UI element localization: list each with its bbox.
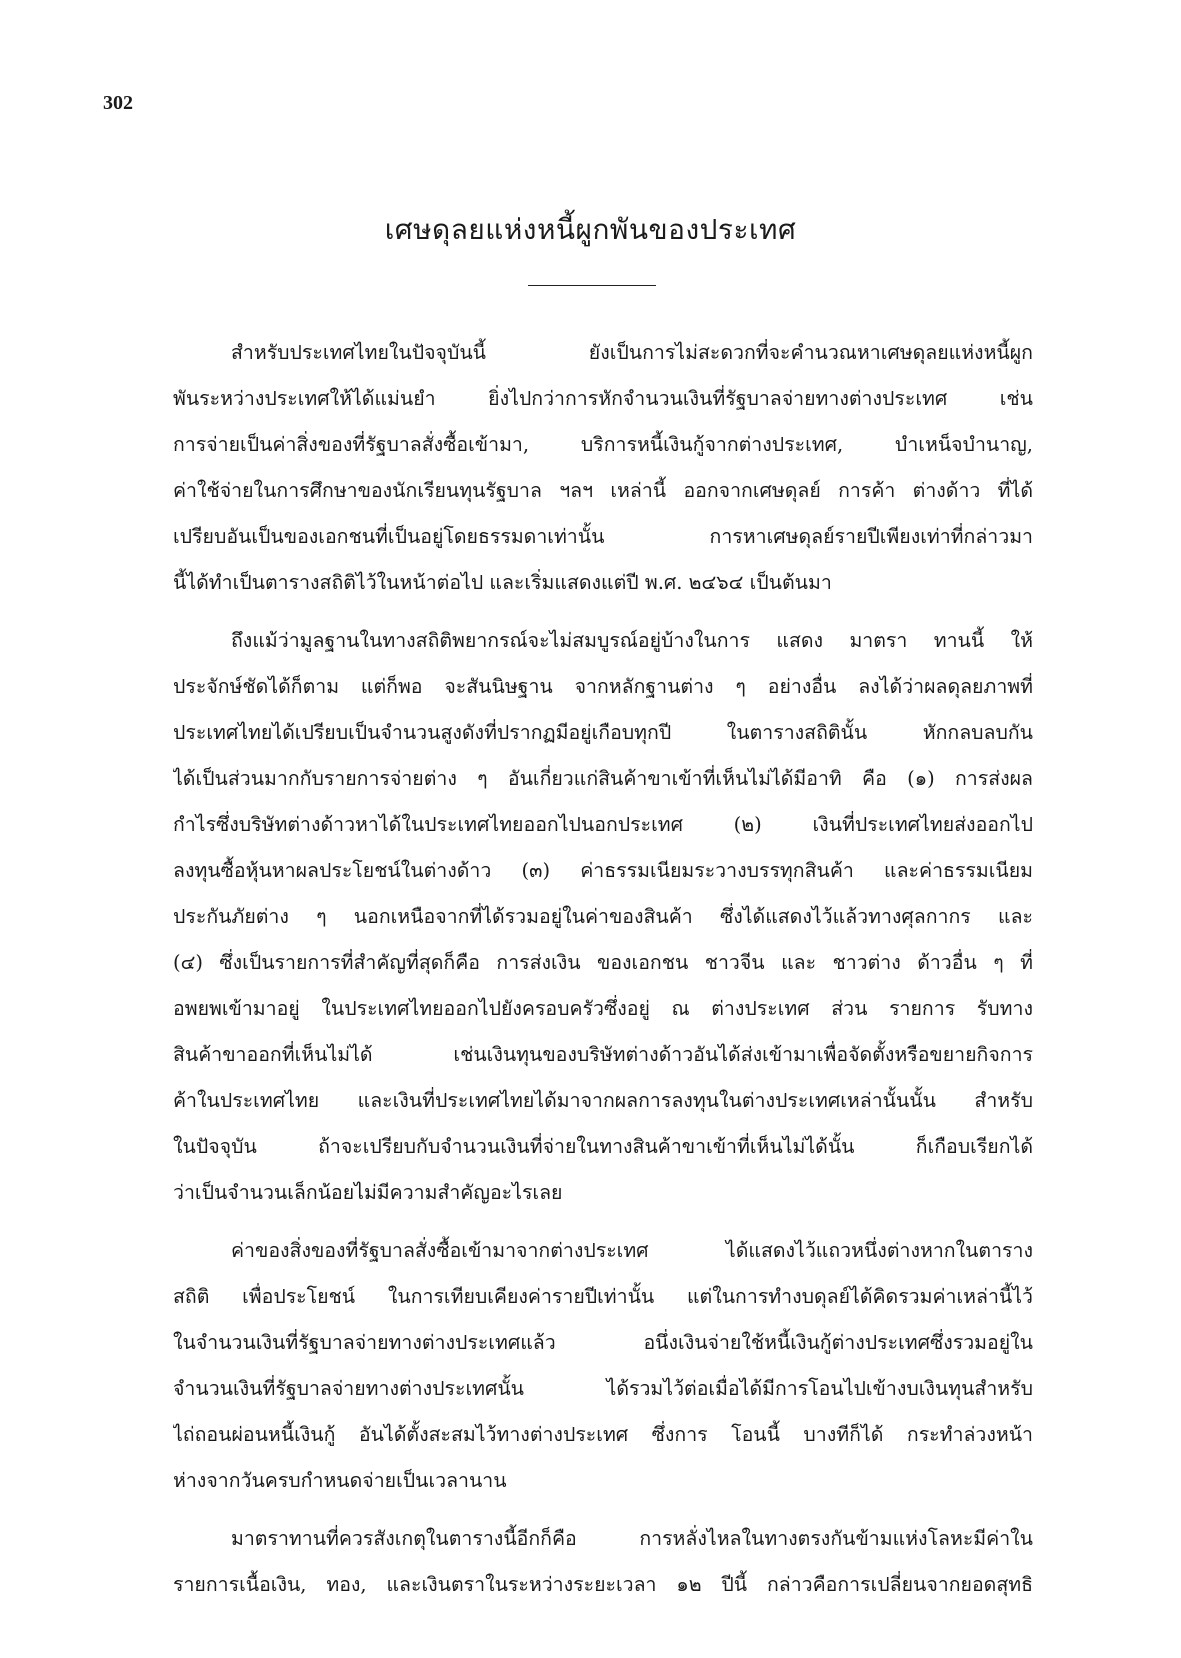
- text-line: มาตราทานที่ควรสังเกตุในตารางนี้อีกก็คือ การหลั่งไหลในทางตรงกันข้ามแห่งโลหะมีค่าใน: [231, 1527, 1033, 1550]
- text-line: ประเทศไทยได้เปรียบเป็นจำนวนสูงดังที่ปรากฏมีอยู่เกือบทุกปี ในตารางสถิตินั้น หักกลบลบกัน: [173, 721, 1033, 744]
- page-title: เศษดุลยแห่งหนี้ผูกพันของประเทศ: [384, 213, 797, 246]
- text-line: พันระหว่างประเทศให้ได้แม่นยำ ยิ่งไปกว่าการหักจำนวนเงินที่รัฐบาลจ่ายทางต่างประเทศ เช่น: [173, 387, 1033, 410]
- text-line: อพยพเข้ามาอยู่ ในประเทศไทยออกไปยังครอบครัวซึ่งอยู่ ณ ต่างประเทศ ส่วน รายการ รับทาง: [173, 997, 1033, 1020]
- text-line: ไถ่ถอนผ่อนหนี้เงินกู้ อันได้ตั้งสะสมไว้ทางต่างประเทศ ซึ่งการ โอนนี้ บางทีก็ได้ กระทำล่วงหน้า: [173, 1423, 1033, 1446]
- text-line: จำนวนเงินที่รัฐบาลจ่ายทางต่างประเทศนั้น ได้รวมไว้ต่อเมื่อได้มีการโอนไปเข้างบเงินทุนสำหรับ: [173, 1377, 1033, 1400]
- text-line: ว่าเป็นจำนวนเล็กน้อยไม่มีความสำคัญอะไรเลย: [173, 1181, 563, 1204]
- text-line: ค่าใช้จ่ายในการศึกษาของนักเรียนทุนรัฐบาล ฯลฯ เหล่านี้ ออกจากเศษดุลย์ การค้า ต่างด้าว ที่ได้: [173, 479, 1033, 502]
- text-line: ค่าของสิ่งของที่รัฐบาลสั่งซื้อเข้ามาจากต่างประเทศ ได้แสดงไว้แถวหนึ่งต่างหากในตาราง: [231, 1239, 1033, 1262]
- text-line: ประจักษ์ชัดได้ก็ตาม แต่ก็พอ จะสันนิษฐาน จากหลักฐานต่าง ๆ อย่างอื่น ลงได้ว่าผลดุลยภาพที่: [173, 675, 1033, 698]
- text-line: สถิติ เพื่อประโยชน์ ในการเทียบเคียงค่ารายปีเท่านั้น แต่ในการทำงบดุลย์ได้คิดรวมค่าเหล่านี้ไว้: [173, 1285, 1033, 1308]
- text-line: รายการเนื้อเงิน, ทอง, และเงินตราในระหว่างระยะเวลา ๑๒ ปีนี้ กล่าวคือการเปลี่ยนจากยอดสุทธิ: [173, 1573, 1033, 1596]
- text-line: (๔) ซึ่งเป็นรายการที่สำคัญที่สุดก็คือ การส่งเงิน ของเอกชน ชาวจีน และ ชาวต่าง ด้าวอื่น ๆ ที่: [173, 951, 1033, 974]
- text-line: ห่างจากวันครบกำหนดจ่ายเป็นเวลานาน: [173, 1469, 507, 1492]
- text-line: ในจำนวนเงินที่รัฐบาลจ่ายทางต่างประเทศแล้ว อนึ่งเงินจ่ายใช้หนี้เงินกู้ต่างประเทศซึ่งรวมอยู่ใน: [173, 1331, 1033, 1354]
- page-number: 302: [103, 92, 133, 114]
- text-line: ได้เป็นส่วนมากกับรายการจ่ายต่าง ๆ อันเกี่ยวแก่สินค้าขาเข้าที่เห็นไม่ได้มีอาทิ คือ (๑) การส่งผล: [173, 767, 1033, 790]
- paragraph-1: [173, 330, 1033, 606]
- text-line: กำไรซึ่งบริษัทต่างด้าวหาได้ในประเทศไทยออกไปนอกประเทศ (๒) เงินที่ประเทศไทยส่งออกไป: [173, 813, 1033, 836]
- title-underline-divider: [528, 285, 656, 286]
- text-line: ลงทุนซื้อหุ้นหาผลประโยชน์ในต่างด้าว (๓) ค่าธรรมเนียมระวางบรรทุกสินค้า และค่าธรรมเนียม: [173, 859, 1033, 882]
- paragraph-2: [173, 618, 1033, 1216]
- paragraph-3: [173, 1228, 1033, 1504]
- text-line: สินค้าขาออกที่เห็นไม่ได้ เช่นเงินทุนของบริษัทต่างด้าวอันได้ส่งเข้ามาเพื่อจัดตั้งหรือขยายกิจการ: [173, 1043, 1033, 1066]
- text-line: เปรียบอันเป็นของเอกชนที่เป็นอยู่โดยธรรมดาเท่านั้น การหาเศษดุลย์รายปีเพียงเท่าที่กล่าวมา: [173, 525, 1033, 548]
- text-line: สำหรับประเทศไทยในปัจจุบันนี้ ยังเป็นการไม่สะดวกที่จะคำนวณหาเศษดุลยแห่งหนี้ผูก: [231, 341, 1033, 364]
- paragraph-4: [173, 1516, 1033, 1608]
- text-line: นี้ได้ทำเป็นตารางสถิติไว้ในหน้าต่อไป และเริ่มแสดงแต่ปี พ.ศ. ๒๔๖๔ เป็นต้นมา: [173, 571, 832, 594]
- text-line: ค้าในประเทศไทย และเงินที่ประเทศไทยได้มาจากผลการลงทุนในต่างประเทศเหล่านั้นนั้น สำหรับ: [173, 1089, 1033, 1112]
- text-line: ถึงแม้ว่ามูลฐานในทางสถิติพยากรณ์จะไม่สมบูรณ์อยู่บ้างในการ แสดง มาตรา ทานนี้ ให้: [231, 629, 1033, 652]
- text-line: ประกันภัยต่าง ๆ นอกเหนือจากที่ได้รวมอยู่ในค่าของสินค้า ซึ่งได้แสดงไว้แล้วทางศุลกากร และ: [173, 905, 1033, 928]
- text-line: ในปัจจุบัน ถ้าจะเปรียบกับจำนวนเงินที่จ่ายในทางสินค้าขาเข้าที่เห็นไม่ได้นั้น ก็เกือบเรียกได้: [173, 1135, 1033, 1158]
- body-text: [173, 330, 1033, 1608]
- text-line: การจ่ายเป็นค่าสิ่งของที่รัฐบาลสั่งซื้อเข้ามา, บริการหนี้เงินกู้จากต่างประเทศ, บำเหน็จบำนาญ,: [173, 433, 1033, 456]
